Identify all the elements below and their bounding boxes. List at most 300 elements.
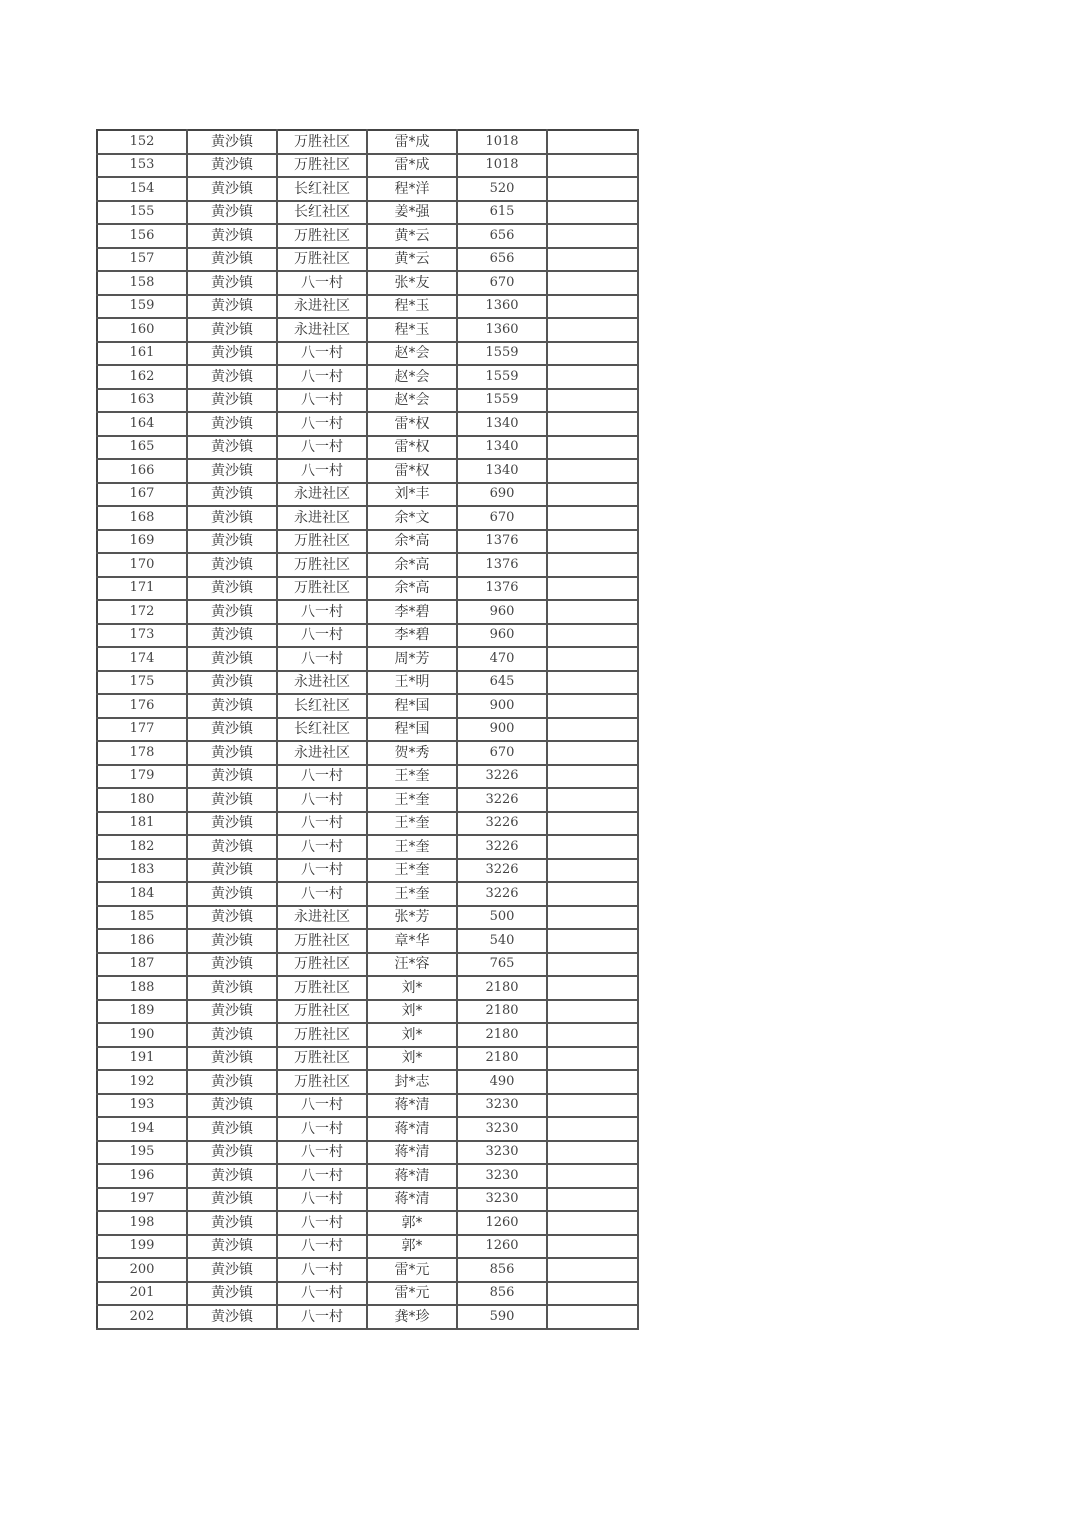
town-cell: 黄沙镇 <box>187 1000 277 1024</box>
town-cell: 黄沙镇 <box>187 741 277 765</box>
community-cell: 万胜社区 <box>277 224 367 248</box>
amount-cell: 1340 <box>457 436 547 460</box>
town-cell: 黄沙镇 <box>187 1235 277 1259</box>
name-cell: 蒋*清 <box>367 1141 457 1165</box>
remark-cell <box>547 953 638 977</box>
amount-cell: 3230 <box>457 1117 547 1141</box>
amount-cell: 2180 <box>457 976 547 1000</box>
community-cell: 八一村 <box>277 1211 367 1235</box>
amount-cell: 1376 <box>457 577 547 601</box>
name-cell: 黄*云 <box>367 224 457 248</box>
name-cell: 程*洋 <box>367 177 457 201</box>
table-row <box>97 1305 638 1329</box>
name-cell: 王*奎 <box>367 788 457 812</box>
name-cell: 程*玉 <box>367 295 457 319</box>
amount-cell: 960 <box>457 624 547 648</box>
name-cell: 刘* <box>367 1000 457 1024</box>
community-cell: 万胜社区 <box>277 248 367 272</box>
remark-cell <box>547 1282 638 1306</box>
table-row <box>97 295 638 319</box>
amount-cell: 1376 <box>457 553 547 577</box>
community-cell: 万胜社区 <box>277 976 367 1000</box>
row-number-cell: 165 <box>97 436 187 460</box>
community-cell: 八一村 <box>277 1305 367 1329</box>
remark-cell <box>547 1117 638 1141</box>
amount-cell: 1018 <box>457 154 547 178</box>
row-number-cell: 197 <box>97 1188 187 1212</box>
amount-cell: 1559 <box>457 365 547 389</box>
row-number-cell: 184 <box>97 882 187 906</box>
row-number-cell: 185 <box>97 906 187 930</box>
table-row <box>97 694 638 718</box>
table-row <box>97 882 638 906</box>
row-number-cell: 169 <box>97 530 187 554</box>
name-cell: 周*芳 <box>367 647 457 671</box>
town-cell: 黄沙镇 <box>187 1188 277 1212</box>
row-number-cell: 153 <box>97 154 187 178</box>
town-cell: 黄沙镇 <box>187 1141 277 1165</box>
amount-cell: 765 <box>457 953 547 977</box>
community-cell: 八一村 <box>277 647 367 671</box>
remark-cell <box>547 459 638 483</box>
town-cell: 黄沙镇 <box>187 718 277 742</box>
community-cell: 永进社区 <box>277 906 367 930</box>
community-cell: 万胜社区 <box>277 530 367 554</box>
table-row <box>97 671 638 695</box>
remark-cell <box>547 1164 638 1188</box>
name-cell: 蒋*清 <box>367 1094 457 1118</box>
amount-cell: 520 <box>457 177 547 201</box>
remark-cell <box>547 1023 638 1047</box>
amount-cell: 3226 <box>457 882 547 906</box>
remark-cell <box>547 929 638 953</box>
remark-cell <box>547 835 638 859</box>
name-cell: 余*高 <box>367 553 457 577</box>
amount-cell: 856 <box>457 1258 547 1282</box>
remark-cell <box>547 1094 638 1118</box>
community-cell: 万胜社区 <box>277 577 367 601</box>
town-cell: 黄沙镇 <box>187 201 277 225</box>
town-cell: 黄沙镇 <box>187 1282 277 1306</box>
table-row <box>97 389 638 413</box>
community-cell: 八一村 <box>277 1258 367 1282</box>
town-cell: 黄沙镇 <box>187 1211 277 1235</box>
remark-cell <box>547 130 638 154</box>
table-row <box>97 130 638 154</box>
amount-cell: 490 <box>457 1070 547 1094</box>
remark-cell <box>547 718 638 742</box>
town-cell: 黄沙镇 <box>187 882 277 906</box>
town-cell: 黄沙镇 <box>187 436 277 460</box>
table-row <box>97 1070 638 1094</box>
name-cell: 余*高 <box>367 577 457 601</box>
row-number-cell: 179 <box>97 765 187 789</box>
remark-cell <box>547 812 638 836</box>
name-cell: 姜*强 <box>367 201 457 225</box>
remark-cell <box>547 600 638 624</box>
community-cell: 长红社区 <box>277 694 367 718</box>
town-cell: 黄沙镇 <box>187 248 277 272</box>
row-number-cell: 187 <box>97 953 187 977</box>
name-cell: 封*志 <box>367 1070 457 1094</box>
town-cell: 黄沙镇 <box>187 365 277 389</box>
table-row <box>97 718 638 742</box>
row-number-cell: 171 <box>97 577 187 601</box>
town-cell: 黄沙镇 <box>187 812 277 836</box>
name-cell: 余*高 <box>367 530 457 554</box>
remark-cell <box>547 741 638 765</box>
amount-cell: 3230 <box>457 1188 547 1212</box>
roster-table-body <box>97 130 638 1329</box>
row-number-cell: 191 <box>97 1047 187 1071</box>
remark-cell <box>547 412 638 436</box>
community-cell: 八一村 <box>277 1235 367 1259</box>
name-cell: 王*奎 <box>367 835 457 859</box>
row-number-cell: 202 <box>97 1305 187 1329</box>
table-row <box>97 1023 638 1047</box>
table-row <box>97 1235 638 1259</box>
table-row <box>97 1141 638 1165</box>
row-number-cell: 157 <box>97 248 187 272</box>
table-row <box>97 1094 638 1118</box>
community-cell: 八一村 <box>277 342 367 366</box>
row-number-cell: 160 <box>97 318 187 342</box>
name-cell: 赵*会 <box>367 342 457 366</box>
remark-cell <box>547 553 638 577</box>
community-cell: 八一村 <box>277 882 367 906</box>
row-number-cell: 155 <box>97 201 187 225</box>
amount-cell: 656 <box>457 224 547 248</box>
row-number-cell: 163 <box>97 389 187 413</box>
amount-cell: 3226 <box>457 788 547 812</box>
community-cell: 八一村 <box>277 600 367 624</box>
community-cell: 八一村 <box>277 436 367 460</box>
town-cell: 黄沙镇 <box>187 506 277 530</box>
town-cell: 黄沙镇 <box>187 976 277 1000</box>
community-cell: 八一村 <box>277 1094 367 1118</box>
amount-cell: 3226 <box>457 859 547 883</box>
table-row <box>97 929 638 953</box>
remark-cell <box>547 201 638 225</box>
amount-cell: 670 <box>457 271 547 295</box>
table-row <box>97 483 638 507</box>
remark-cell <box>547 1305 638 1329</box>
amount-cell: 470 <box>457 647 547 671</box>
table-row <box>97 976 638 1000</box>
amount-cell: 1559 <box>457 389 547 413</box>
name-cell: 雷*元 <box>367 1282 457 1306</box>
remark-cell <box>547 647 638 671</box>
town-cell: 黄沙镇 <box>187 1305 277 1329</box>
amount-cell: 1018 <box>457 130 547 154</box>
town-cell: 黄沙镇 <box>187 318 277 342</box>
row-number-cell: 152 <box>97 130 187 154</box>
town-cell: 黄沙镇 <box>187 906 277 930</box>
town-cell: 黄沙镇 <box>187 765 277 789</box>
row-number-cell: 186 <box>97 929 187 953</box>
town-cell: 黄沙镇 <box>187 130 277 154</box>
town-cell: 黄沙镇 <box>187 553 277 577</box>
remark-cell <box>547 177 638 201</box>
table-row <box>97 741 638 765</box>
table-row <box>97 600 638 624</box>
amount-cell: 3230 <box>457 1164 547 1188</box>
town-cell: 黄沙镇 <box>187 412 277 436</box>
community-cell: 长红社区 <box>277 718 367 742</box>
remark-cell <box>547 671 638 695</box>
amount-cell: 960 <box>457 600 547 624</box>
remark-cell <box>547 1000 638 1024</box>
remark-cell <box>547 483 638 507</box>
remark-cell <box>547 788 638 812</box>
amount-cell: 900 <box>457 694 547 718</box>
town-cell: 黄沙镇 <box>187 647 277 671</box>
community-cell: 八一村 <box>277 412 367 436</box>
community-cell: 八一村 <box>277 765 367 789</box>
table-row <box>97 1211 638 1235</box>
table-row <box>97 859 638 883</box>
name-cell: 章*华 <box>367 929 457 953</box>
community-cell: 八一村 <box>277 365 367 389</box>
remark-cell <box>547 882 638 906</box>
name-cell: 王*奎 <box>367 882 457 906</box>
amount-cell: 2180 <box>457 1047 547 1071</box>
town-cell: 黄沙镇 <box>187 1164 277 1188</box>
remark-cell <box>547 506 638 530</box>
table-row <box>97 953 638 977</box>
amount-cell: 3226 <box>457 765 547 789</box>
amount-cell: 656 <box>457 248 547 272</box>
table-row <box>97 1282 638 1306</box>
row-number-cell: 188 <box>97 976 187 1000</box>
table-row <box>97 647 638 671</box>
remark-cell <box>547 530 638 554</box>
row-number-cell: 200 <box>97 1258 187 1282</box>
name-cell: 汪*容 <box>367 953 457 977</box>
row-number-cell: 162 <box>97 365 187 389</box>
remark-cell <box>547 765 638 789</box>
name-cell: 蒋*清 <box>367 1117 457 1141</box>
amount-cell: 2180 <box>457 1023 547 1047</box>
community-cell: 永进社区 <box>277 741 367 765</box>
row-number-cell: 170 <box>97 553 187 577</box>
town-cell: 黄沙镇 <box>187 953 277 977</box>
amount-cell: 1260 <box>457 1235 547 1259</box>
table-row <box>97 835 638 859</box>
community-cell: 万胜社区 <box>277 130 367 154</box>
town-cell: 黄沙镇 <box>187 224 277 248</box>
town-cell: 黄沙镇 <box>187 788 277 812</box>
table-row <box>97 154 638 178</box>
name-cell: 张*友 <box>367 271 457 295</box>
community-cell: 万胜社区 <box>277 1000 367 1024</box>
table-row <box>97 812 638 836</box>
town-cell: 黄沙镇 <box>187 1094 277 1118</box>
town-cell: 黄沙镇 <box>187 459 277 483</box>
amount-cell: 670 <box>457 506 547 530</box>
community-cell: 八一村 <box>277 1282 367 1306</box>
name-cell: 王*明 <box>367 671 457 695</box>
row-number-cell: 158 <box>97 271 187 295</box>
amount-cell: 615 <box>457 201 547 225</box>
amount-cell: 856 <box>457 1282 547 1306</box>
row-number-cell: 168 <box>97 506 187 530</box>
town-cell: 黄沙镇 <box>187 342 277 366</box>
row-number-cell: 194 <box>97 1117 187 1141</box>
row-number-cell: 167 <box>97 483 187 507</box>
community-cell: 八一村 <box>277 389 367 413</box>
table-row <box>97 248 638 272</box>
row-number-cell: 183 <box>97 859 187 883</box>
amount-cell: 900 <box>457 718 547 742</box>
town-cell: 黄沙镇 <box>187 1070 277 1094</box>
name-cell: 雷*成 <box>367 130 457 154</box>
community-cell: 八一村 <box>277 1141 367 1165</box>
name-cell: 赵*会 <box>367 389 457 413</box>
amount-cell: 3230 <box>457 1094 547 1118</box>
remark-cell <box>547 1235 638 1259</box>
row-number-cell: 190 <box>97 1023 187 1047</box>
community-cell: 永进社区 <box>277 671 367 695</box>
community-cell: 永进社区 <box>277 295 367 319</box>
amount-cell: 670 <box>457 741 547 765</box>
row-number-cell: 193 <box>97 1094 187 1118</box>
town-cell: 黄沙镇 <box>187 929 277 953</box>
table-row <box>97 530 638 554</box>
name-cell: 刘*丰 <box>367 483 457 507</box>
amount-cell: 1340 <box>457 412 547 436</box>
name-cell: 王*奎 <box>367 765 457 789</box>
community-cell: 永进社区 <box>277 483 367 507</box>
remark-cell <box>547 624 638 648</box>
name-cell: 刘* <box>367 976 457 1000</box>
amount-cell: 3226 <box>457 835 547 859</box>
remark-cell <box>547 1211 638 1235</box>
community-cell: 八一村 <box>277 835 367 859</box>
table-row <box>97 765 638 789</box>
town-cell: 黄沙镇 <box>187 600 277 624</box>
row-number-cell: 175 <box>97 671 187 695</box>
community-cell: 万胜社区 <box>277 553 367 577</box>
table-row <box>97 1047 638 1071</box>
row-number-cell: 154 <box>97 177 187 201</box>
amount-cell: 645 <box>457 671 547 695</box>
row-number-cell: 156 <box>97 224 187 248</box>
amount-cell: 590 <box>457 1305 547 1329</box>
remark-cell <box>547 1258 638 1282</box>
community-cell: 八一村 <box>277 1164 367 1188</box>
remark-cell <box>547 248 638 272</box>
community-cell: 八一村 <box>277 812 367 836</box>
table-row <box>97 506 638 530</box>
table-row <box>97 553 638 577</box>
row-number-cell: 174 <box>97 647 187 671</box>
row-number-cell: 198 <box>97 1211 187 1235</box>
community-cell: 万胜社区 <box>277 1023 367 1047</box>
remark-cell <box>547 906 638 930</box>
table-row <box>97 1258 638 1282</box>
name-cell: 雷*元 <box>367 1258 457 1282</box>
row-number-cell: 164 <box>97 412 187 436</box>
town-cell: 黄沙镇 <box>187 483 277 507</box>
community-cell: 八一村 <box>277 459 367 483</box>
row-number-cell: 201 <box>97 1282 187 1306</box>
name-cell: 程*玉 <box>367 318 457 342</box>
remark-cell <box>547 271 638 295</box>
row-number-cell: 173 <box>97 624 187 648</box>
community-cell: 长红社区 <box>277 177 367 201</box>
remark-cell <box>547 859 638 883</box>
community-cell: 八一村 <box>277 859 367 883</box>
town-cell: 黄沙镇 <box>187 1258 277 1282</box>
town-cell: 黄沙镇 <box>187 271 277 295</box>
name-cell: 龚*珍 <box>367 1305 457 1329</box>
town-cell: 黄沙镇 <box>187 1047 277 1071</box>
town-cell: 黄沙镇 <box>187 577 277 601</box>
amount-cell: 3226 <box>457 812 547 836</box>
town-cell: 黄沙镇 <box>187 295 277 319</box>
amount-cell: 1376 <box>457 530 547 554</box>
table-row <box>97 788 638 812</box>
row-number-cell: 180 <box>97 788 187 812</box>
community-cell: 永进社区 <box>277 318 367 342</box>
name-cell: 李*碧 <box>367 600 457 624</box>
name-cell: 余*文 <box>367 506 457 530</box>
remark-cell <box>547 365 638 389</box>
community-cell: 八一村 <box>277 624 367 648</box>
community-cell: 万胜社区 <box>277 1047 367 1071</box>
table-row <box>97 365 638 389</box>
name-cell: 雷*成 <box>367 154 457 178</box>
community-cell: 八一村 <box>277 271 367 295</box>
row-number-cell: 196 <box>97 1164 187 1188</box>
table-row <box>97 318 638 342</box>
name-cell: 贺*秀 <box>367 741 457 765</box>
remark-cell <box>547 694 638 718</box>
name-cell: 赵*会 <box>367 365 457 389</box>
name-cell: 张*芳 <box>367 906 457 930</box>
community-cell: 长红社区 <box>277 201 367 225</box>
remark-cell <box>547 1141 638 1165</box>
town-cell: 黄沙镇 <box>187 694 277 718</box>
name-cell: 郭* <box>367 1211 457 1235</box>
town-cell: 黄沙镇 <box>187 389 277 413</box>
community-cell: 八一村 <box>277 788 367 812</box>
name-cell: 雷*权 <box>367 459 457 483</box>
remark-cell <box>547 318 638 342</box>
row-number-cell: 199 <box>97 1235 187 1259</box>
community-cell: 八一村 <box>277 1188 367 1212</box>
table-row <box>97 906 638 930</box>
remark-cell <box>547 295 638 319</box>
town-cell: 黄沙镇 <box>187 530 277 554</box>
table-row <box>97 224 638 248</box>
town-cell: 黄沙镇 <box>187 624 277 648</box>
table-row <box>97 201 638 225</box>
remark-cell <box>547 1047 638 1071</box>
row-number-cell: 161 <box>97 342 187 366</box>
remark-cell <box>547 1188 638 1212</box>
town-cell: 黄沙镇 <box>187 177 277 201</box>
row-number-cell: 192 <box>97 1070 187 1094</box>
remark-cell <box>547 389 638 413</box>
town-cell: 黄沙镇 <box>187 1023 277 1047</box>
name-cell: 刘* <box>367 1047 457 1071</box>
amount-cell: 1260 <box>457 1211 547 1235</box>
community-cell: 万胜社区 <box>277 929 367 953</box>
row-number-cell: 189 <box>97 1000 187 1024</box>
amount-cell: 3230 <box>457 1141 547 1165</box>
